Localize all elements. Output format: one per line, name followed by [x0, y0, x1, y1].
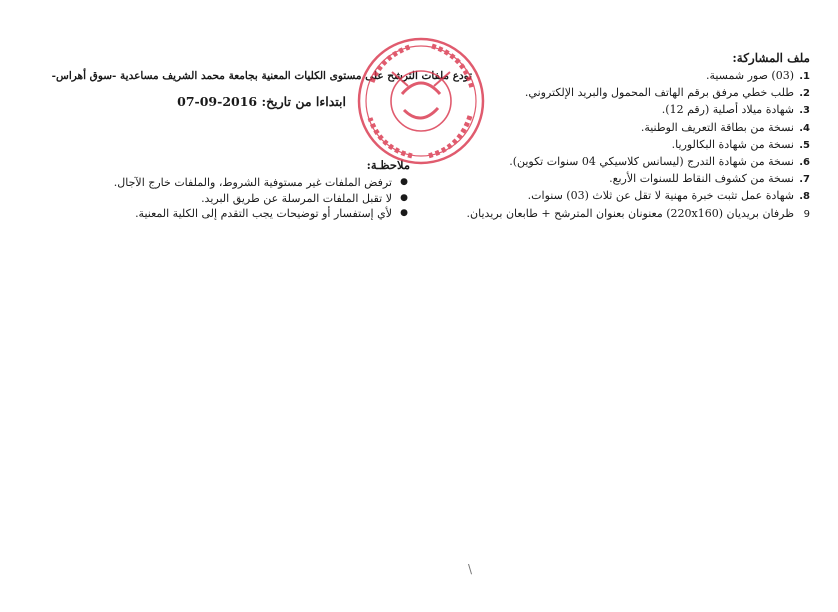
requirements-list: [450, 68, 810, 223]
requirement-item: [450, 85, 810, 102]
bullet-icon: ●: [400, 208, 408, 218]
requirement-item: [450, 154, 810, 171]
requirement-number: 5.: [799, 139, 810, 151]
start-date: [146, 94, 346, 109]
requirement-text: نسخة من شهادة التدرج (ليسانس كلاسيكي 04 سنوات تكوين).: [509, 155, 794, 169]
requirement-text: نسخة من بطاقة التعريف الوطنية.: [640, 120, 794, 134]
requirement-item: [450, 206, 810, 223]
requirement-text: (03) صور شمسية.: [705, 69, 794, 82]
requirement-number: 6.: [799, 157, 810, 169]
notes-heading: ملاحظـة:: [366, 158, 410, 172]
note-item: [113, 175, 408, 191]
requirement-item: [450, 68, 810, 85]
bullet-icon: ●: [400, 192, 408, 203]
requirement-item: [450, 188, 810, 205]
requirement-number: 1.: [799, 71, 810, 82]
requirement-number: 8.: [799, 191, 810, 203]
note-text: لأي إستفسار أو توضيحات يجب التقدم إلى الكلية المعنية.: [135, 207, 392, 220]
scan-mark: \: [468, 562, 473, 576]
notes-list: [113, 175, 410, 222]
start-date-label: ابتداءا من تاريخ:: [261, 94, 346, 109]
requirement-text: ظرفان بريديان (220x160) معنونان بعنوان المترشح + طابعان بريديان.: [466, 206, 794, 220]
note-text: ترفض الملفات غير مستوفية الشروط، والملفات خارج الآجال.: [113, 176, 392, 189]
requirement-number: 3.: [799, 105, 810, 117]
requirements-section: [450, 51, 810, 223]
requirement-text: طلب خطي مرفق برقم الهاتف المحمول والبريد الإلكتروني.: [524, 86, 794, 100]
requirement-number: 9: [803, 208, 810, 220]
requirement-text: نسخة من كشوف النقاط للسنوات الأربع.: [609, 172, 794, 186]
bullet-icon: ●: [400, 177, 408, 187]
requirement-text: نسخة من شهادة البكالوريا.: [671, 137, 794, 151]
deposit-instructions: تودع ملفات الترشح على مستوى الكليات المعنية بجامعة محمد الشريف مساعدية -سوق أهراس-: [51, 70, 472, 82]
note-item: [120, 191, 408, 207]
official-stamp-icon: [352, 32, 490, 170]
note-text: لا تقبل الملفات المرسلة عن طريق البريد.: [201, 191, 392, 205]
start-date-value: 07-09-2016: [177, 94, 258, 109]
requirement-text: شهادة عمل تثبت خبرة مهنية لا تقل عن ثلاث (03) سنوات.: [527, 189, 794, 203]
requirement-item: [450, 120, 810, 137]
requirements-heading: ملف المشاركة:: [732, 51, 810, 65]
requirement-item: [450, 102, 810, 119]
requirement-item: [450, 171, 810, 188]
requirement-number: 4.: [799, 122, 810, 134]
requirement-text: شهادة ميلاد أصلية (رقم 12).: [661, 103, 794, 117]
requirement-number: 2.: [799, 88, 810, 100]
note-item: [120, 206, 408, 222]
requirement-item: [450, 137, 810, 154]
requirement-number: 7.: [799, 174, 810, 186]
